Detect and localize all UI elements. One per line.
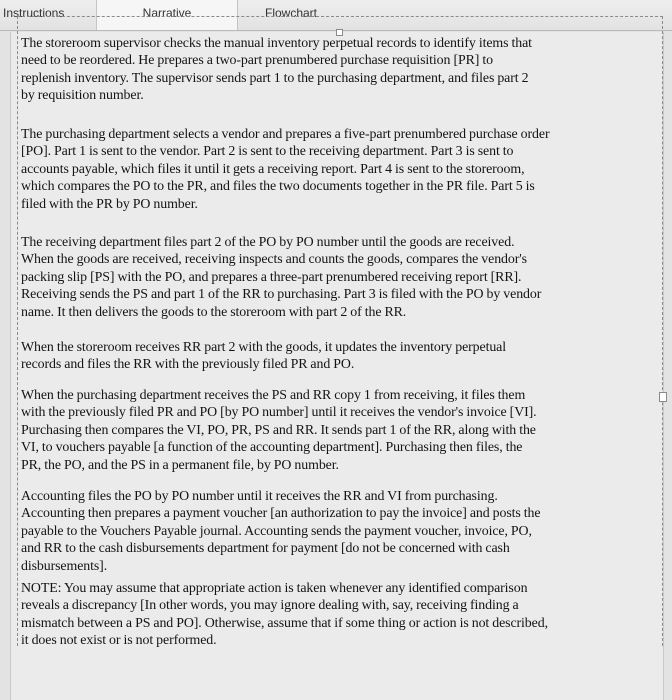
text-line: When the purchasing department receives the PS and RR copy 1 from receiving, it files them (21, 388, 526, 403)
tab-narrative[interactable]: Narrative (96, 0, 238, 30)
tab-flowchart[interactable]: Flowchart (264, 6, 317, 20)
text-line: which compares the PO to the PR, and files the two documents together in the PR file. Part 5 is (21, 179, 535, 195)
text-line: Accounting files the PO by PO number until it receives the RR and VI from purchasing. (21, 489, 498, 504)
narrative-paragraph-note (21, 580, 661, 650)
narrative-paragraph-purchasing-compare (21, 387, 661, 474)
text-line: by requisition number. (21, 88, 144, 104)
text-line: VI, to vouchers payable [a function of the accounting department]. Purchasing then files, the (21, 440, 523, 456)
text-line: The purchasing department selects a vendor and prepares a five-part prenumbered purchase order (21, 127, 550, 142)
narrative-paragraph-storeroom-reorder (21, 35, 661, 105)
text-line: and RR to the cash disbursements department for payment [do not be concerned with cash (21, 541, 510, 557)
text-line: The receiving department files part 2 of the PO by PO number until the goods are received. (21, 235, 515, 250)
text-line: records and files the RR with the previously filed PR and PO. (21, 357, 355, 373)
text-line: When the storeroom receives RR part 2 with the goods, it updates the inventory perpetual (21, 340, 507, 355)
text-line: it does not exist or is not performed. (21, 633, 217, 649)
text-line: accounts payable, which files it until it gets a receiving report. Part 4 is sent to the storeroom, (21, 161, 525, 177)
narrative-paragraph-receiving (21, 234, 661, 321)
narrative-paragraph-accounting (21, 488, 661, 575)
text-line: Receiving sends the PS and part 1 of the RR to purchasing. Part 3 is filed with the PO by vendor (21, 287, 542, 303)
tab-instructions[interactable]: Instructions (3, 6, 65, 20)
text-line: reveals a discrepancy [In other words, you may ignore dealing with, say, receiving finding a (21, 598, 519, 614)
text-line: filed with the PR by PO number. (21, 196, 198, 212)
text-line: [PO]. Part 1 is sent to the vendor. Part 2 is sent to the receiving department. Part 3 is sent to (21, 144, 514, 160)
text-line: need to be reordered. He prepares a two-part prenumbered purchase requisition [PR] to (21, 53, 493, 69)
text-line: with the previously filed PR and PO [by PO number] until it receives the vendor's invoice [VI]. (21, 405, 537, 421)
text-line: mismatch between a PS and PO]. Otherwise, assume that if some thing or action is not described, (21, 615, 548, 631)
text-line: replenish inventory. The supervisor sends part 1 to the purchasing department, and files part 2 (21, 70, 529, 86)
narrative-paragraph-storeroom-update (21, 339, 661, 374)
narrative-paragraph-purchasing (21, 126, 661, 213)
text-line: When the goods are received, receiving inspects and counts the goods, compares the vendor's (21, 252, 527, 268)
text-line: PR, the PO, and the PS in a permanent file, by PO number. (21, 457, 339, 473)
text-line: payable to the Vouchers Payable journal. Accounting sends the payment voucher, invoice, PO, (21, 523, 532, 539)
text-line: The storeroom supervisor checks the manual inventory perpetual records to identify items that (21, 36, 532, 51)
text-line: Accounting then prepares a payment voucher [an authorization to pay the invoice] and posts the (21, 506, 541, 522)
text-line: Purchasing then compares the VI, PO, PR, PS and RR. It sends part 1 of the RR, along with the (21, 422, 536, 438)
text-line: NOTE: You may assume that appropriate action is taken whenever any identified comparison (21, 581, 528, 596)
text-line: name. It then delivers the goods to the storeroom with part 2 of the RR. (21, 304, 407, 320)
text-line: packing slip [PS] with the PO, and prepares a three-part prenumbered receiving report [RR]. (21, 269, 522, 285)
text-line: disbursements]. (21, 558, 108, 574)
